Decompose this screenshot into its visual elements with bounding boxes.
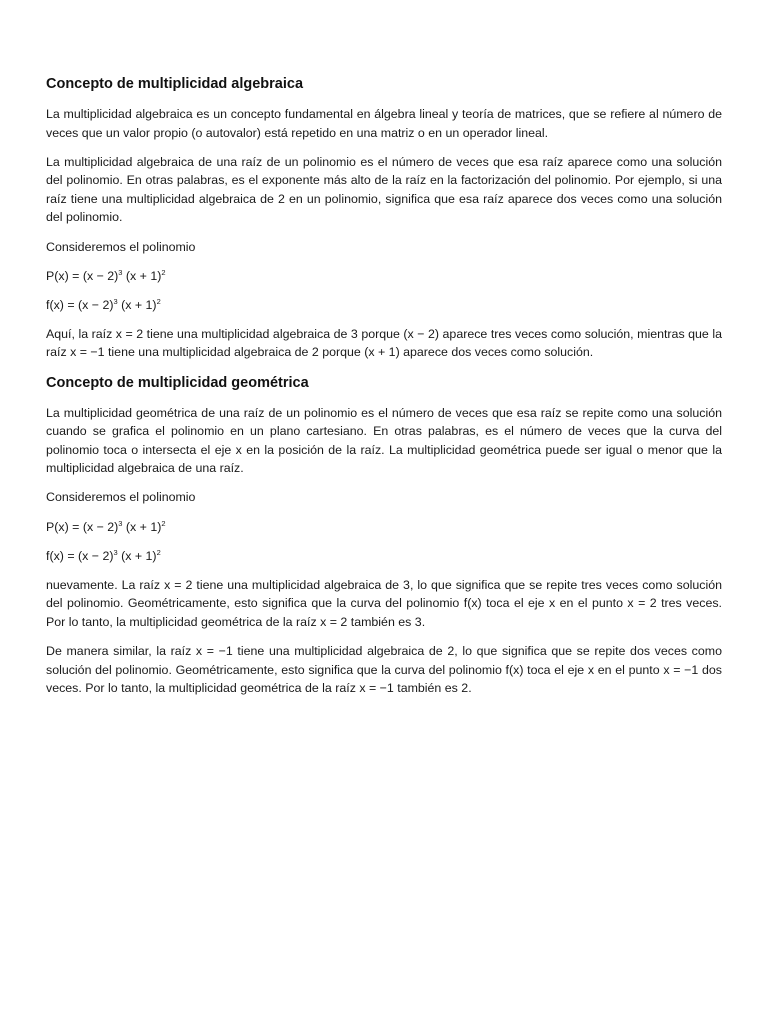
exponent: 2 [161, 267, 166, 277]
formula-part: (x + 1) [117, 297, 157, 312]
formula-part: (x + 1) [117, 548, 157, 563]
paragraph: nuevamente. La raíz x = 2 tiene una multiplicidad algebraica de 3, lo que significa que se repite tres veces como solución del polinomio. Geométricamente, esto significa que la curva del polinomio f(x) toca el eje x en el punto x = 2 tres veces. Por lo tanto, la multiplicidad geométrica de la raíz x = 2 también es 3. [46, 577, 722, 629]
exponent: 3 [118, 267, 123, 277]
formula-p [46, 267, 722, 286]
exponent: 2 [156, 296, 161, 306]
formula-part: P(x) = (x − 2) [46, 268, 119, 283]
paragraph: De manera similar, la raíz x = −1 tiene una multiplicidad algebraica de 2, lo que significa que se repite dos veces como solución del polinomio. Geométricamente, esto significa que la curva del polinomio f(x) toca el eje x en el punto x = −1 dos veces. Por lo tanto, la multiplicidad geométrica de la raíz x = −1 también es 2. [46, 643, 722, 696]
section-algebraic-multiplicity [46, 74, 722, 362]
paragraph: La multiplicidad algebraica es un concepto fundamental en álgebra lineal y teoría de matrices, que se refiere al número de veces que un valor propio (o autovalor) está repetido en una matriz o en un operador lineal. [46, 107, 722, 140]
formula-part: (x + 1) [122, 519, 162, 534]
exponent: 3 [113, 547, 118, 557]
exponent: 3 [118, 518, 123, 528]
section-title: Concepto de multiplicidad geométrica [46, 374, 309, 391]
formula-f [46, 296, 722, 315]
paragraph: Aquí, la raíz x = 2 tiene una multiplicidad algebraica de 3 porque (x − 2) aparece tres veces como solución, mientras que la raíz x = −1 tiene una multiplicidad algebraica de 2 porque (x + 1) aparece dos veces como solución. [46, 326, 722, 360]
paragraph-intro: Consideremos el polinomio [46, 490, 196, 505]
formula-part: f(x) = (x − 2) [46, 548, 114, 563]
paragraph: La multiplicidad algebraica de una raíz de un polinomio es el número de veces que esa raíz aparece como una solución del polinomio. En otras palabras, es el exponente más alto de la raíz en la factorización del polinomio. Por ejemplo, si una raíz tiene una multiplicidad algebraica de 2 en un polinomio, significa que esa raíz aparece dos veces como una solución del polinomio. [46, 154, 722, 225]
paragraph-intro: Consideremos el polinomio [46, 239, 196, 254]
exponent: 2 [156, 547, 161, 557]
section-title: Concepto de multiplicidad algebraica [46, 76, 304, 92]
exponent: 2 [161, 518, 166, 528]
formula-part: P(x) = (x − 2) [46, 519, 119, 534]
formula-p [46, 518, 722, 537]
formula-f [46, 547, 722, 566]
formula-part: f(x) = (x − 2) [46, 297, 114, 312]
paragraph: La multiplicidad geométrica de una raíz de un polinomio es el número de veces que esa raíz se repite como una solución cuando se grafica el polinomio en un plano cartesiano. En otras palabras, es el número de veces que la curva del polinomio toca o intersecta el eje x en la posición de la raíz. La multiplicidad geométrica puede ser igual o menor que la multiplicidad algebraica de una raíz. [46, 405, 722, 476]
document-page [46, 74, 722, 708]
exponent: 3 [113, 296, 118, 306]
formula-part: (x + 1) [122, 268, 162, 283]
section-geometric-multiplicity [46, 373, 722, 698]
